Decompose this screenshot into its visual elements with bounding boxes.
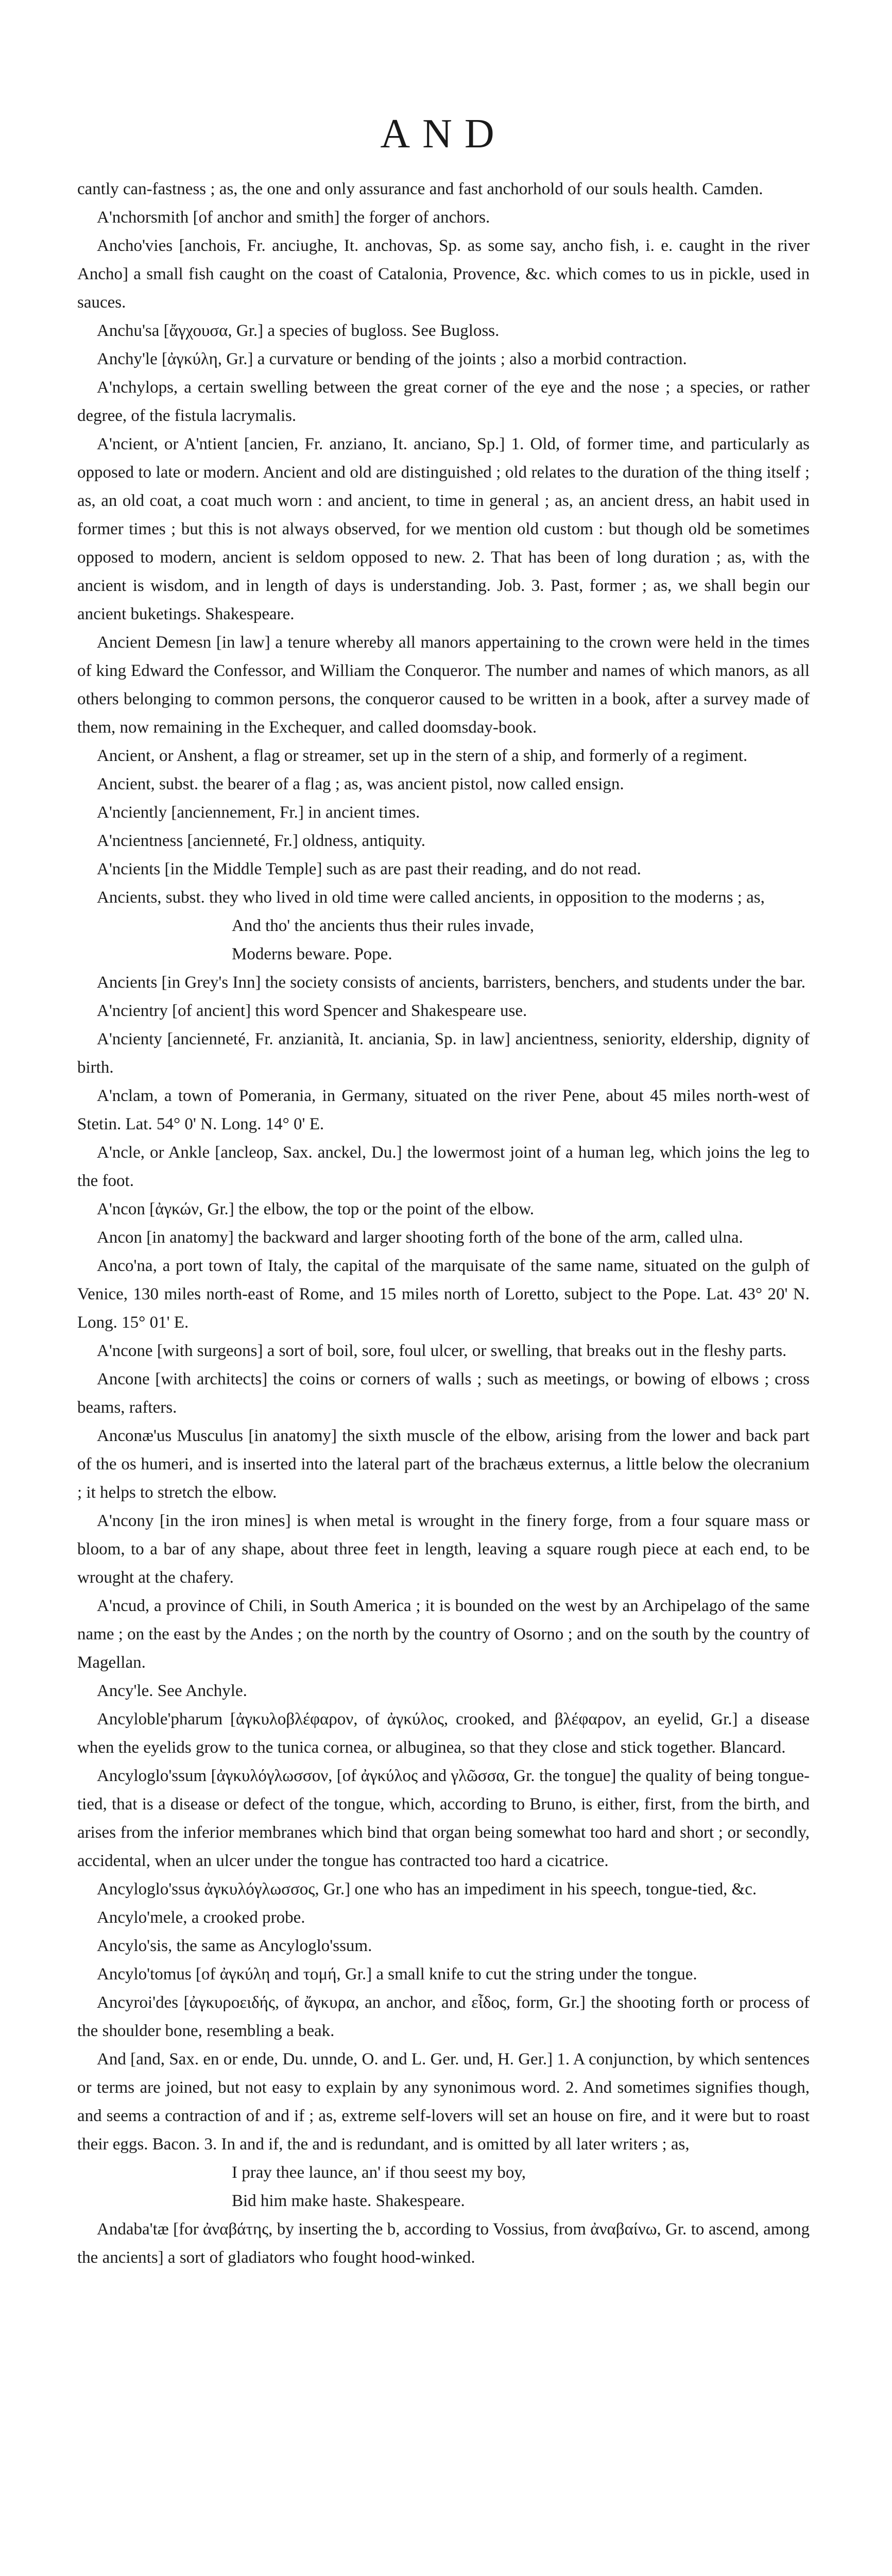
entry-anchusa: Anchu'sa [ἄγχουσα, Gr.] a species of bugloss. See Bugloss.	[97, 321, 500, 340]
entry-ancylomele: Ancylo'mele, a crooked probe.	[97, 1908, 305, 1927]
entry-ancylotomus: Ancylo'tomus [of ἀγκύλη and τομή, Gr.] a small knife to cut the string under the tongue.	[97, 1965, 697, 1984]
entry-ancyloglossus: Ancyloglo'ssus ἀγκυλόγλωσσος, Gr.] one who has an impediment in his speech, tongue-tied, &c.	[97, 1880, 757, 1899]
entry-ancients-greys-inn: Ancients [in Grey's Inn] the society consists of ancients, barristers, benchers, and students under the bar.	[97, 973, 805, 992]
entry-ancylosis: Ancylo'sis, the same as Ancyloglo'ssum.	[97, 1937, 372, 1955]
entry-ancienty: A'ncienty [ancienneté, Fr. anzianità, It. anciania, Sp. in law] ancientness, seniority, eldership, dignity of birth.	[77, 1030, 810, 1077]
entries-column	[77, 175, 810, 2272]
entry-ancyroides: Ancyroi'des [ἀγκυροειδής, of ἄγκυρα, an anchor, and εἶδος, form, Gr.] the shooting forth or process of the shoulder bone, resembling a beak.	[77, 1993, 810, 2040]
entry-ancyle: Ancy'le. See Anchyle.	[97, 1682, 247, 1700]
entry-ancona: Anco'na, a port town of Italy, the capital of the marquisate of the same name, situated on the gulph of Venice, 130 miles north-east of Rome, and 15 miles north of Loretto, subject to the Pope. Lat. 43° 20' N. Long. 15° 01' E.	[77, 1257, 810, 1332]
entry-ancient-subst: Ancient, subst. the bearer of a flag ; as, was ancient pistol, now called ensign.	[97, 775, 624, 793]
entry-anciently: A'nciently [anciennement, Fr.] in ancient times.	[97, 803, 420, 822]
entry-and: And [and, Sax. en or ende, Du. unnde, O. and L. Ger. und, H. Ger.] 1. A conjunction, by which sentences or terms are joined, but not easy to explain by any synonimous word. 2. And sometimes signifies though, and seems a contraction of and if ; as, extreme self-lovers will set an house on fire, and it were but to roast their eggs. Bacon. 3. In and if, the and is redundant, and is omitted by all later writers ; as,	[77, 2050, 810, 2154]
entry-ancients-subst: Ancients, subst. they who lived in old time were called ancients, in opposition to the moderns ; as,	[97, 888, 765, 907]
entry-ancient-demesn: Ancient Demesn [in law] a tenure whereby all manors appertaining to the crown were held in the times of king Edward the Confessor, and William the Conqueror. The number and names of which manors, as all others belonging to common persons, the conqueror caused to be written in a book, after a survey made of them, now remaining in the Exchequer, and called doomsday-book.	[77, 633, 810, 737]
verse-line: And tho' the ancients thus their rules invade,	[232, 917, 534, 935]
entry-andabatae: Andaba'tæ [for ἀναβάτης, by inserting the b, according to Vossius, from ἀναβαίνω, Gr. to ascend, among the ancients] a sort of gladiators who fought hood-winked.	[77, 2220, 810, 2267]
entry-ancients-temple: A'ncients [in the Middle Temple] such as are past their reading, and do not read.	[97, 860, 641, 878]
entry-ancony: A'ncony [in the iron mines] is when metal is wrought in the finery forge, from a four square mass or bloom, to a bar of any shape, about three feet in length, leaving a square rough piece at each end, to be wrought at the chafery.	[77, 1512, 810, 1587]
entry-continuation: cantly can-fastness ; as, the one and only assurance and fast anchorhold of our souls health. Camden.	[77, 180, 763, 198]
entry-ancient: A'ncient, or A'ntient [ancien, Fr. anziano, It. anciano, Sp.] 1. Old, of former time, and particularly as opposed to late or modern. Ancient and old are distinguished ; old relates to the duration of the thing itself ; as, an old coat, a coat much worn : and ancient, to time in general ; as, an ancient dress, an habit used in former times ; but this is not always observed, for we mention old custom : but though old be sometimes opposed to modern, ancient is seldom opposed to new. 2. That has been of long duration ; as, with the ancient is wisdom, and in length of days is understanding. Job. 3. Past, former ; as, we shall begin our ancient buketings. Shakespeare.	[77, 435, 810, 623]
entry-ancle: A'ncle, or Ankle [ancleop, Sax. anckel, Du.] the lowermost joint of a human leg, which joins the leg to the foot.	[77, 1143, 810, 1190]
entry-anclam: A'nclam, a town of Pomerania, in Germany, situated on the river Pene, about 45 miles north-west of Stetin. Lat. 54° 0' N. Long. 14° 0' E.	[77, 1087, 810, 1133]
entry-anconaeus: Anconæ'us Musculus [in anatomy] the sixth muscle of the elbow, arising from the lower and back part of the os humeri, and is inserted into the lateral part of the brachæus externus, a little below the olecranium ; it helps to stretch the elbow.	[77, 1427, 810, 1502]
entry-ancon-anatomy: Ancon [in anatomy] the backward and larger shooting forth of the bone of the arm, called ulna.	[97, 1228, 743, 1247]
entry-ancientness: A'ncientness [ancienneté, Fr.] oldness, antiquity.	[97, 832, 425, 850]
entry-anchyle: Anchy'le [ἀγκύλη, Gr.] a curvature or bending of the joints ; also a morbid contraction.	[97, 350, 687, 368]
entry-ancyloglossum: Ancyloglo'ssum [ἀγκυλόγλωσσον, [of ἀγκύλος and γλῶσσα, Gr. the tongue] the quality of being tongue-tied, that is a disease or defect of the tongue, which, according to Bruno, is either, first, from the birth, and arises from the inferior membranes which bind that organ being somewhat too hard and short ; or secondly, accidental, when an ulcer under the tongue has contracted too hard a cicatrice.	[77, 1767, 810, 1870]
running-head: AND	[380, 111, 507, 157]
entry-anchovies: Ancho'vies [anchois, Fr. anciughe, It. anchovas, Sp. as some say, ancho fish, i. e. caught in the river Ancho] a small fish caught on the coast of Catalonia, Provence, &c. which comes to us in pickle, used in sauces.	[77, 236, 810, 312]
entry-ancient-flag: Ancient, or Anshent, a flag or streamer, set up in the stern of a ship, and formerly of a regiment.	[97, 747, 748, 765]
entry-ancone-surgeons: A'ncone [with surgeons] a sort of boil, sore, foul ulcer, or swelling, that breaks out in the fleshy parts.	[97, 1342, 787, 1360]
verse-line: I pray thee launce, an' if thou seest my boy,	[232, 2163, 526, 2182]
entry-ancud: A'ncud, a province of Chili, in South America ; it is bounded on the west by an Archipelago of the same name ; on the east by the Andes ; on the north by the country of Osorno ; and on the south by the country of Magellan.	[77, 1597, 810, 1672]
entry-ancientry: A'ncientry [of ancient] this word Spencer and Shakespeare use.	[97, 1002, 527, 1020]
entry-ancone-architects: Ancone [with architects] the coins or corners of walls ; such as meetings, or bowing of elbows ; cross beams, rafters.	[77, 1370, 810, 1417]
verse-line: Bid him make haste. Shakespeare.	[232, 2192, 465, 2210]
entry-anchylops: A'nchylops, a certain swelling between the great corner of the eye and the nose ; a species, or rather degree, of the fistula lacrymalis.	[77, 378, 810, 425]
entry-anchorsmith: A'nchorsmith [of anchor and smith] the forger of anchors.	[97, 208, 490, 227]
verse-line: Moderns beware. Pope.	[232, 945, 392, 963]
entry-ancon: A'ncon [ἀγκών, Gr.] the elbow, the top or the point of the elbow.	[97, 1200, 535, 1218]
entry-ancyloblepharum: Ancyloble'pharum [ἀγκυλοβλέφαρον, of ἀγκύλος, crooked, and βλέφαρον, an eyelid, Gr.] a disease when the eyelids grow to the tunica cornea, or albuginea, so that they close and stick together. Blancard.	[77, 1710, 810, 1757]
